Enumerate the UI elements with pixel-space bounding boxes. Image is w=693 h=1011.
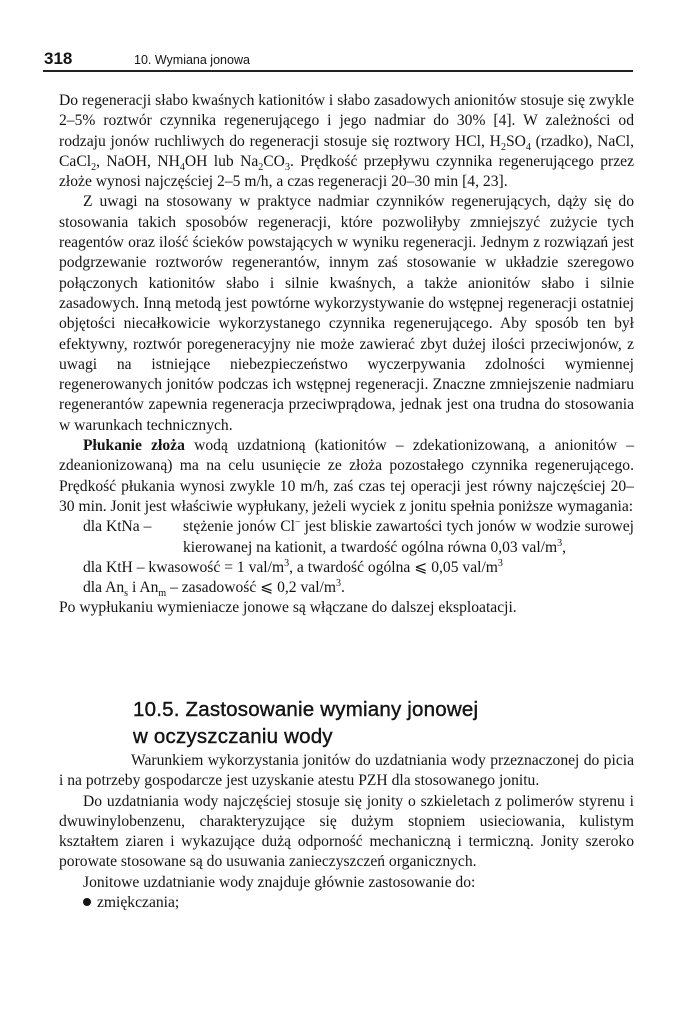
paragraph-after-rinsing: Po wypłukaniu wymieniacze jonowe są włączane do dalszej eksploatacji. (59, 599, 517, 617)
requirement-ktna: dla KtNa – stężenie jonów Cl− jest bliskie zawartości tych jonów w wodzie surowej kierowanej na kationit, a twardość ogólna równa 0,03 val/$m^3$, (83, 517, 634, 556)
bold-term: Płukanie złoża (83, 437, 185, 455)
section-heading: 10.5. Zastosowanie wymiany jonowej w oczyszczaniu wody (133, 698, 479, 748)
paragraph-bed-rinsing: Płukanie złoża wodą uzdatnioną (kationitów – zdekationizowaną, a anionitów – zdeanionizowaną) ma na celu usunięcie ze złoża pozostałego czynnika regenerującego. Prędkość płukania wynosi zwykle 10 m/h, zaś czas tej operacji jest równy najczęściej 20–30 min. Jonit jest właściwie wypłukany, jeżeli wyciek z jonitu spełnia poniższe wymagania: (59, 437, 634, 515)
running-header (43, 48, 633, 72)
paragraph-pzh-certificate: Warunkiem wykorzystania jonitów do uzdatniania wody przeznaczonej do picia i na potrzeby gospodarcze jest uzyskanie atestu PZH dla stosowanego jonitu. (59, 752, 634, 790)
main-text (59, 91, 634, 619)
requirement-kth: dla KtH – kwasowość = 1 val/$m^3$, a twardość ogólna ⩽ 0,05 val/$m^3$ (83, 557, 503, 576)
page-number: 318 (44, 49, 73, 68)
list-item: zmiękczania; (59, 893, 634, 913)
paragraph-regenerant-excess: Z uwagi na stosowany w praktyce nadmiar czynników regenerujących, dąży się do stosowania takich sposobów regeneracji, które pozwoliłyby zmniejszyć zużycie tych reagentów oraz ilość ścieków powstających w wyniku regeneracji. Jednym z rozwiązań jest podgrzewanie roztworów regenerantów, innym zaś stosowanie w układzie szeregowo połączonych kationitów słabo i silnie kwaśnych, a także anionitów słabo i silnie zasadowych. Inną metodą jest powtórne wykorzystywanie do wstępnej regeneracji ostatniej objętości niecałkowicie wykorzystanego czynnika regenerującego. Aby sposób ten był efektywny, roztwór poregeneracyjny nie może zawierać zbyt dużej ilości przeciwjonów, z uwagi na istniejące niebezpieczeństwo wyczerpywania zdolności wymiennej regenerowanych jonitów podczas ich wstępnej regeneracji. Znaczne zmniejszenie nadmiaru regenerantów zapewnia regeneracja przeciwprądowa, jednak jest ona trudna do stosowania w warunkach technicznych. (59, 193, 634, 434)
requirement-anionites: dla $An_s$ i $An_m$ – zasadowość ⩽ 0,2 val/$m^3$. (83, 577, 345, 600)
paragraph-regeneration-solutions: Do regeneracji słabo kwaśnych kationitów i słabo zasadowych anionitów stosuje się zwykle 2–5% roztwór czynnika regenerującego i jego nadmiar do 30% [4]. W zależności od rodzaju jonów ruchliwych do regeneracji stosuje się roztwory HCl, $H_2SO_4$ (rzadko), NaCl, CaCl$_2$, NaOH, $NH_4OH$ lub $Na_2CO_3$. Prędkość przepływu czynnika regenerującego przez złoże wynosi najczęściej 2–5 m/h, a czas regeneracji 20–30 min [4, 23]. (59, 92, 634, 191)
paragraph-styrene-ionites: Do uzdatniania wody najczęściej stosuje się jonity o szkieletach z polimerów styrenu i dwuwinylobenzenu, charakteryzujące się dużym stopniem usieciowania, kulistym kształtem ziaren i wykazujące dużą odporność mechaniczną i termiczną. Jonity szeroko porowate stosowane są do usuwania zanieczyszczeń organicznych. (59, 792, 634, 871)
section-text (59, 751, 634, 913)
bullet-icon (83, 898, 91, 906)
paragraph-applications-intro: Jonitowe uzdatnianie wody znajduje głównie zastosowanie do: (83, 873, 476, 891)
chapter-title: 10. Wymiana jonowa (134, 53, 250, 67)
